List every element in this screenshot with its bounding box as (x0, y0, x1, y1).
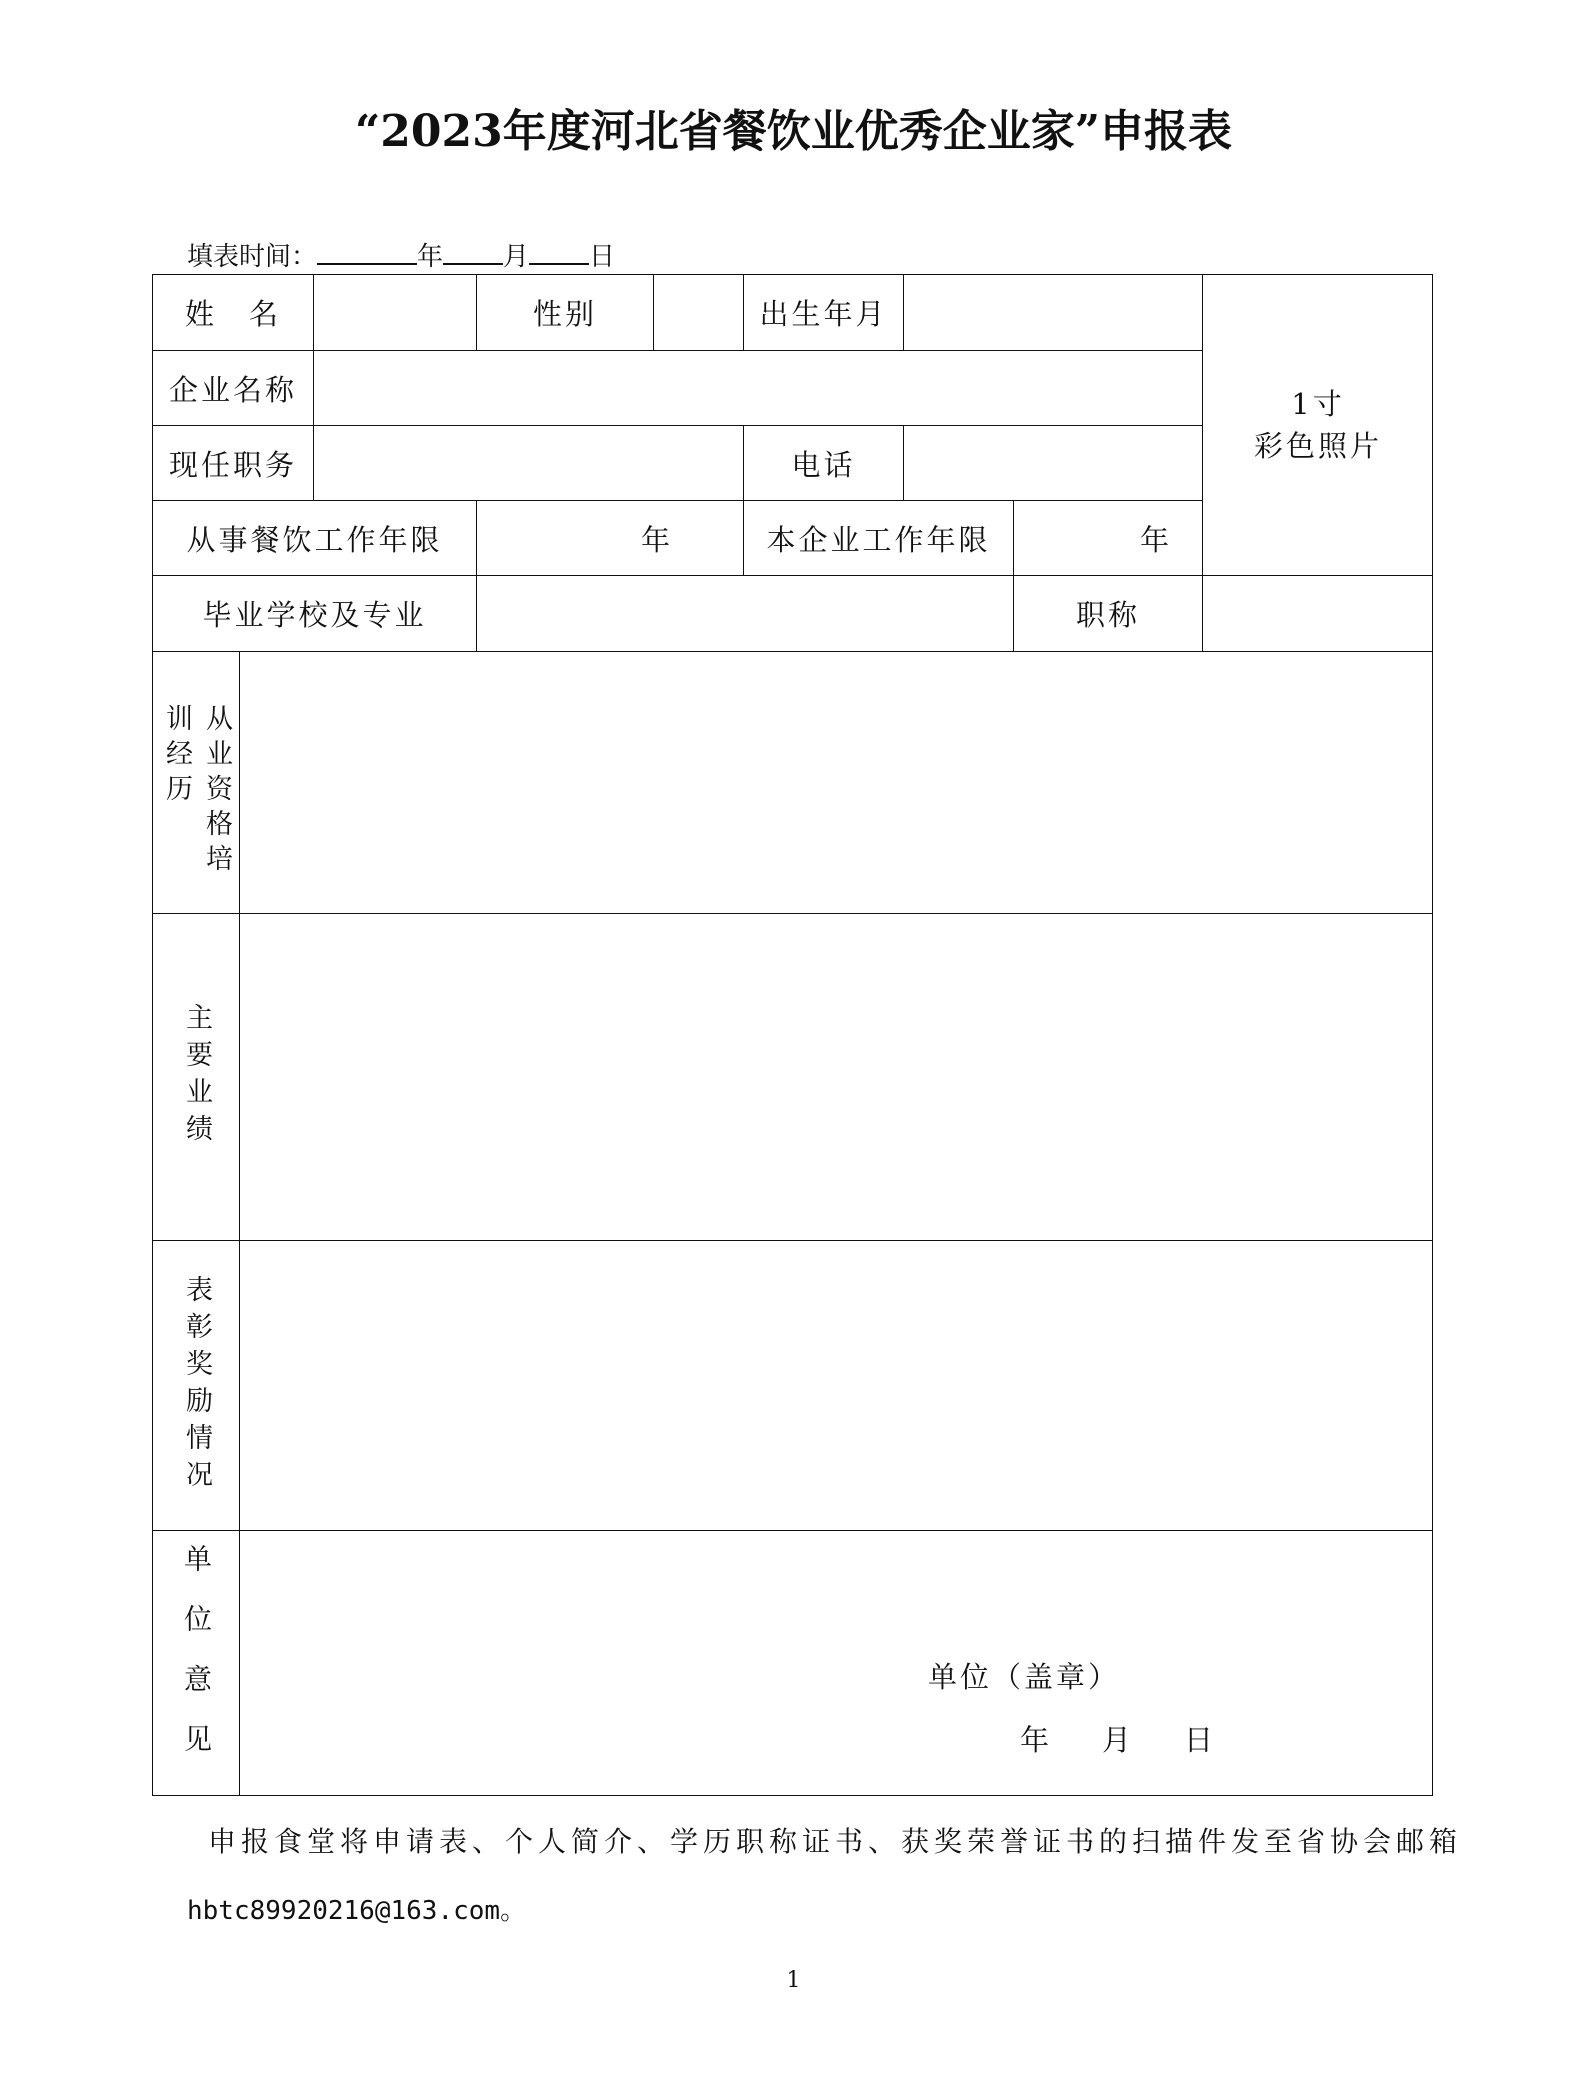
catering-years-field[interactable] (476, 500, 743, 575)
fill-month-unit: 月 (503, 242, 530, 272)
training-label-text: 从业资格培训经历 (161, 704, 232, 879)
fill-day-unit: 日 (589, 242, 616, 272)
photo-color-label: 彩色照片 (1253, 429, 1382, 463)
page-number: 1 (786, 1968, 801, 1993)
phone-field[interactable] (903, 425, 1202, 500)
position-label: 现任职务 (152, 425, 313, 500)
catering-years-label: 从事餐饮工作年限 (152, 500, 476, 575)
company-years-label: 本企业工作年限 (743, 500, 1013, 575)
gender-label: 性别 (476, 274, 653, 350)
gender-field[interactable] (653, 274, 743, 350)
achievements-field[interactable] (239, 913, 1433, 1240)
email-address[interactable]: hbtc89920216@163.com。 (187, 1896, 527, 1926)
birth-field[interactable] (903, 274, 1202, 350)
catering-years-unit: 年 (640, 522, 673, 557)
name-label: 姓 名 (152, 274, 313, 350)
company-field[interactable] (313, 350, 1202, 425)
company-years-unit: 年 (1139, 522, 1172, 557)
school-label: 毕业学校及专业 (152, 575, 476, 651)
seal-label: 单位（盖章） (928, 1660, 1121, 1694)
awards-label (152, 1240, 239, 1530)
fill-year-unit: 年 (417, 242, 444, 272)
submission-note: 申报食堂将申请表、个人简介、学历职称证书、获奖荣誉证书的扫描件发至省协会邮箱 (208, 1825, 1463, 1858)
awards-field[interactable] (239, 1240, 1433, 1530)
unit-opinion-label-text: 单位意见 (180, 1543, 213, 1784)
professional-title-field[interactable] (1202, 575, 1433, 651)
birth-label: 出生年月 (743, 274, 903, 350)
company-years-field[interactable] (1013, 500, 1202, 575)
training-field[interactable] (239, 651, 1433, 913)
photo-box[interactable] (1202, 274, 1433, 575)
professional-title-label: 职称 (1013, 575, 1202, 651)
achievements-label (152, 913, 239, 1240)
company-label: 企业名称 (152, 350, 313, 425)
fill-date-label: 填表时间： (187, 242, 318, 272)
name-field[interactable] (313, 274, 476, 350)
school-field[interactable] (476, 575, 1013, 651)
unit-opinion-label (152, 1530, 239, 1796)
page-title: “2023年度河北省餐饮业优秀企业家”申报表 (354, 106, 1233, 157)
awards-label-text: 表彰奖励情况 (181, 1274, 212, 1497)
unit-opinion-field[interactable] (239, 1530, 1433, 1796)
photo-size-label: 1寸 (1291, 387, 1345, 421)
position-field[interactable] (313, 425, 743, 500)
training-label (152, 651, 239, 913)
achievements-label-text: 主要业绩 (181, 1003, 212, 1151)
seal-date: 年 月 日 (1020, 1723, 1226, 1757)
phone-label: 电话 (743, 425, 903, 500)
